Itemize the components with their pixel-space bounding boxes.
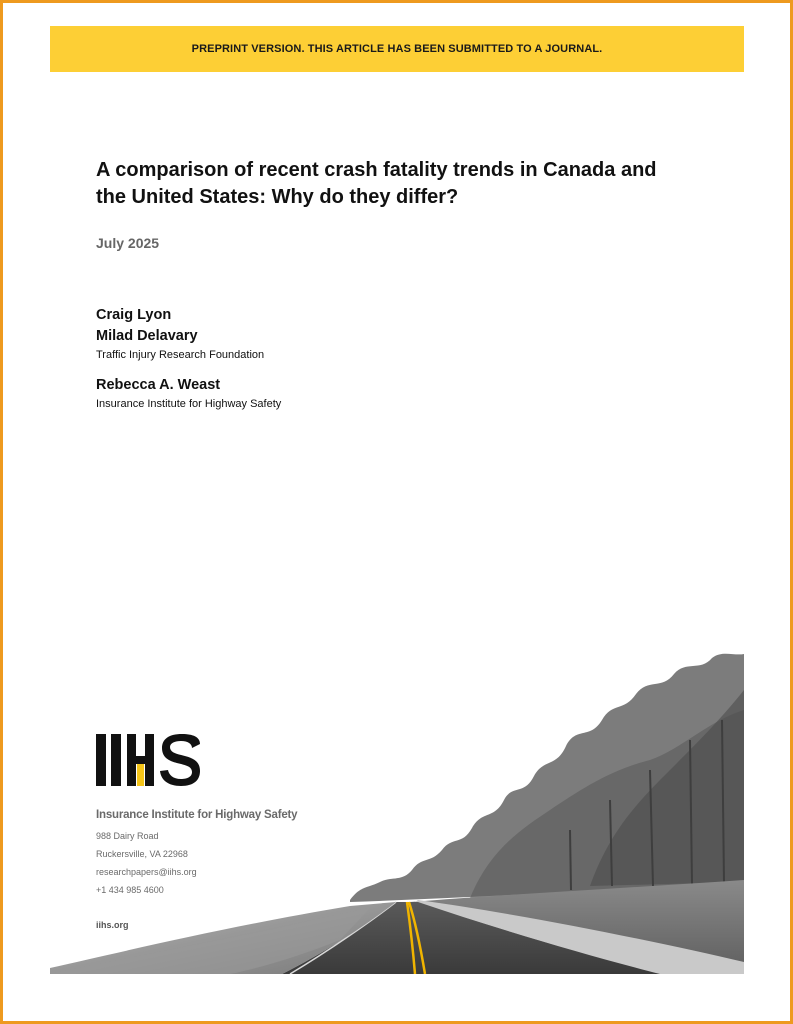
author-name: Rebecca A. Weast [96,377,221,393]
author-affiliation: Traffic Injury Research Foundation [96,349,265,361]
contact-phone: +1 434 985 4600 [96,885,164,895]
preprint-banner-text: PREPRINT VERSION. THIS ARTICLE HAS BEEN SUBMITTED TO A JOURNAL. [191,43,603,55]
publication-date: July 2025 [96,235,160,251]
publisher-name: Insurance Institute for Highway Safety [96,809,298,821]
contact-email: researchpapers@iihs.org [96,867,197,877]
author-name: Craig Lyon [96,307,172,323]
paper-title-line-2: the United States: Why do they differ? [96,186,459,208]
preprint-banner [50,26,744,72]
paper-title-line-1: A comparison of recent crash fatality trends in Canada and [96,159,657,181]
author-affiliation: Insurance Institute for Highway Safety [96,398,282,410]
address-line: 988 Dairy Road [96,831,159,841]
paper-title [96,157,736,211]
iihs-logo [96,734,202,786]
address-line: Ruckersville, VA 22968 [96,849,188,859]
website: iihs.org [96,920,129,930]
author-name: Milad Delavary [96,328,198,344]
